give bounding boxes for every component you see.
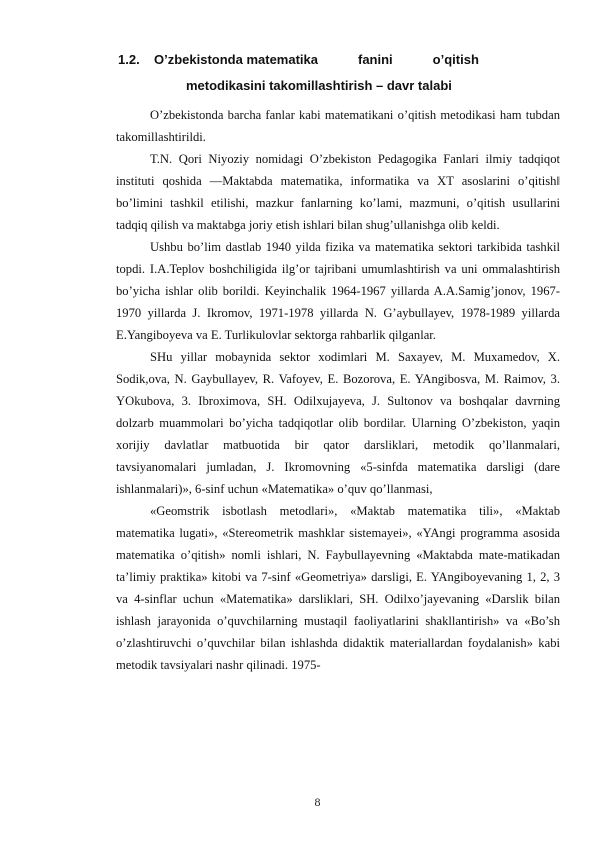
section-title-part1: O’zbekistonda matematika (154, 52, 318, 67)
page-number: 8 (314, 795, 321, 809)
paragraph: «Geomstrik isbotlash metodlari», «Maktab matematika tili», «Maktab matematika lugati», «Stereometrik mashklar sistemayei», «YAngi programma asosida matematika o’qitish» nomli ishlari, N. Faybullayevning «Maktabda mate-matikadan ta’limiy praktika» kitobi va 7-sinf «Geometriya» darsligi, E. YAngiboyevaning 1, 2, 3 va 4-sinflar uchun «Matematika» darsliklari, SH. Odilxo’jayevaning «Darslik bilan ishlash jarayonida o’quvchilarning mustaqil faoliyatlarini shakllantirish» va «Bo’sh o’zlashtiruvchi o’quvchilar bilan ishlashda didaktik materiallardan foydalanish» kabi metodik tavsiyalari nashr qilinadi. 1975- (116, 504, 560, 672)
section-heading-line1 (118, 52, 558, 67)
section-heading-line2: metodikasini takomillashtirish – davr talabi (186, 78, 452, 93)
section-title-part2: fanini (358, 52, 393, 67)
body-text (116, 104, 560, 676)
section-title-part3: o’qitish (432, 52, 479, 67)
section-number: 1.2. (118, 52, 140, 67)
paragraph: T.N. Qori Niyoziy nomidagi O’zbekiston Pedagogika Fanlari ilmiy tadqiqot instituti qoshida ―Maktabda matematika, informatika va XT asoslarini o’qitish‖ bo’limini tashkil etilishi, mazkur fanlarning ko’lami, mazmuni, o’qitish usullarini tadqiq qilish va maktabga joriy etish ishlari bilan shug’ullanishga olib keldi. (116, 152, 560, 232)
paragraph: SHu yillar mobaynida sektor xodimlari M. Saxayev, M. Muxamedov, X. Sodik,ova, N. Gaybullayev, R. Vafoyev, E. Bozorova, E. YAngibosva, M. Raimov, 3. YOkubova, 3. Ibroximova, SH. Odilxujayeva, J. Sultonov va boshqalar davrning dolzarb muammolari bo’yicha tadqiqotlar olib bordilar. Ularning O’zbekiston, yaqin xorijiy davlatlar matbuotida bir qator darsliklari, metodik qo’llanmalari, tavsiyanomalari jumladan, J. Ikromovning «5-sinfda matematika darsligi (dare ishlanmalari)», 6-sinf uchun «Matematika» o’quv qo’llanmasi, (116, 350, 560, 496)
paragraph: Ushbu bo’lim dastlab 1940 yilda fizika va matematika sektori tarkibida tashkil topdi. I.A.Teplov boshchiligida ilg’or tajribani umumlashtirish va uni ommalashtirish bo’yicha ishlar olib borildi. Keyinchalik 1964-1967 yillarda A.A.Samig’jonov, 1967-1970 yillarda J. Ikromov, 1971-1978 yillarda N. G’aybullayev, 1978-1989 yillarda E.Yangiboyeva va E. Turlikulovlar sektorga rahbarlik qilganlar. (116, 240, 560, 342)
paragraph: O’zbekistonda barcha fanlar kabi matematikani o’qitish metodikasi ham tubdan takomillashtirildi. (116, 108, 560, 144)
